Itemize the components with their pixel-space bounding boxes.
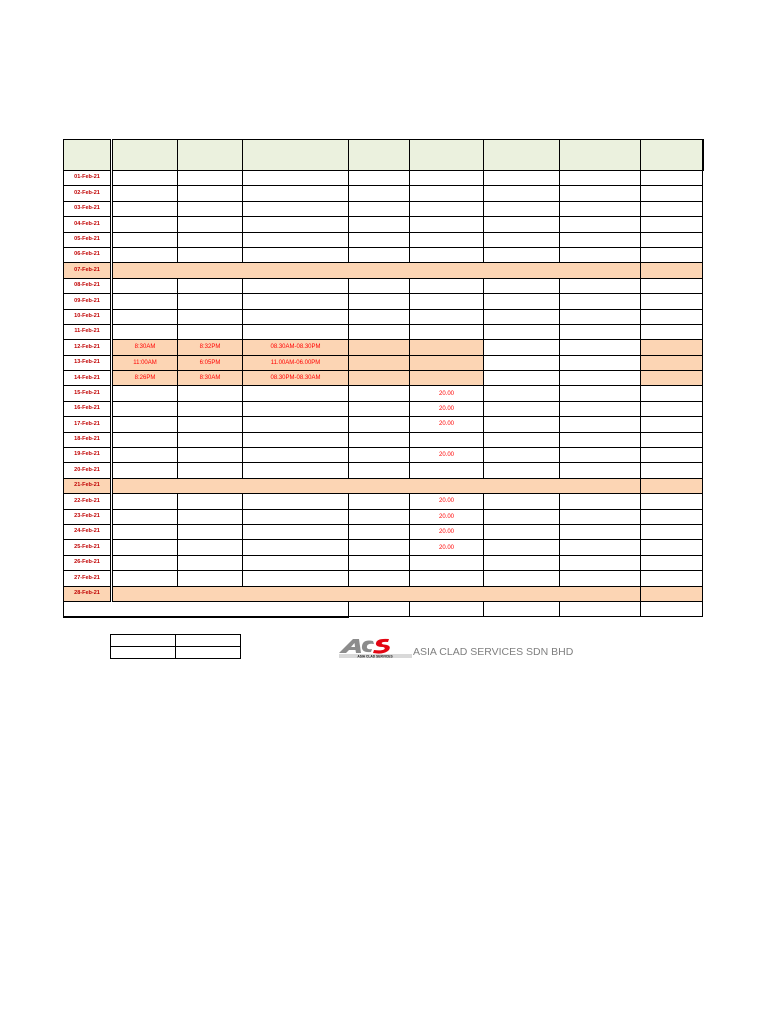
value-cell [484, 186, 560, 201]
value-cell [112, 494, 178, 509]
value-cell [243, 294, 349, 309]
value-cell [560, 340, 641, 355]
value-cell [349, 324, 410, 339]
table-row [64, 309, 703, 324]
value-cell [410, 232, 484, 247]
value-cell [484, 509, 560, 524]
value-cell: 08.30AM-08.30PM [243, 340, 349, 355]
value-cell [243, 278, 349, 293]
value-cell [243, 401, 349, 416]
value-cell [484, 201, 560, 216]
value-cell [641, 171, 703, 186]
value-cell [641, 494, 703, 509]
table-row [64, 278, 703, 293]
value-cell [560, 324, 641, 339]
value-cell [349, 186, 410, 201]
value-cell [641, 340, 703, 355]
value-cell [484, 340, 560, 355]
date-cell: 15-Feb-21 [64, 386, 112, 401]
value-cell [484, 386, 560, 401]
value-cell [410, 247, 484, 262]
value-cell [484, 324, 560, 339]
value-cell [243, 524, 349, 539]
value-cell [178, 171, 243, 186]
value-cell [641, 232, 703, 247]
date-cell: 07-Feb-21 [64, 263, 112, 278]
value-cell [243, 247, 349, 262]
value-cell [641, 324, 703, 339]
value-cell [349, 401, 410, 416]
header-cell [349, 140, 410, 171]
value-cell [560, 201, 641, 216]
table-row [64, 340, 703, 355]
value-cell [484, 524, 560, 539]
value-cell [641, 186, 703, 201]
date-cell: 02-Feb-21 [64, 186, 112, 201]
total-cell [410, 601, 484, 617]
table-row [64, 355, 703, 370]
table-row [64, 540, 703, 555]
value-cell [112, 309, 178, 324]
value-cell [349, 201, 410, 216]
table-row [64, 463, 703, 478]
value-cell [560, 309, 641, 324]
value-cell: 8:30AM [178, 371, 243, 386]
value-cell [178, 448, 243, 463]
date-cell: 16-Feb-21 [64, 401, 112, 416]
value-cell [560, 417, 641, 432]
table-row [64, 171, 703, 186]
value-cell [560, 555, 641, 570]
date-cell: 09-Feb-21 [64, 294, 112, 309]
value-cell [410, 294, 484, 309]
date-cell: 08-Feb-21 [64, 278, 112, 293]
value-cell [243, 555, 349, 570]
value-cell: 20.00 [410, 509, 484, 524]
value-cell [641, 463, 703, 478]
total-cell [484, 601, 560, 617]
value-cell: 20.00 [410, 386, 484, 401]
off-day-cell [112, 586, 641, 601]
company-name: ASIA CLAD SERVICES SDN BHD [413, 646, 574, 658]
date-cell: 14-Feb-21 [64, 371, 112, 386]
value-cell [410, 555, 484, 570]
value-cell [641, 201, 703, 216]
date-cell: 04-Feb-21 [64, 217, 112, 232]
value-cell [560, 401, 641, 416]
value-cell: 20.00 [410, 448, 484, 463]
value-cell [349, 494, 410, 509]
value-cell [641, 509, 703, 524]
value-cell [178, 540, 243, 555]
value-cell [178, 278, 243, 293]
value-cell [178, 432, 243, 447]
value-cell [349, 217, 410, 232]
value-cell [641, 386, 703, 401]
value-cell [349, 355, 410, 370]
total-cell [641, 601, 703, 617]
date-cell: 12-Feb-21 [64, 340, 112, 355]
value-cell [560, 432, 641, 447]
table-row [64, 586, 703, 601]
value-cell [484, 309, 560, 324]
value-cell [560, 217, 641, 232]
value-cell [349, 432, 410, 447]
date-cell: 22-Feb-21 [64, 494, 112, 509]
value-cell [112, 540, 178, 555]
date-cell: 23-Feb-21 [64, 509, 112, 524]
value-cell [243, 509, 349, 524]
value-cell [484, 432, 560, 447]
value-cell [178, 217, 243, 232]
value-cell [178, 524, 243, 539]
value-cell [243, 324, 349, 339]
value-cell [560, 171, 641, 186]
value-cell [410, 355, 484, 370]
value-cell [484, 232, 560, 247]
value-cell [112, 417, 178, 432]
value-cell [112, 509, 178, 524]
value-cell: 8:30AM [112, 340, 178, 355]
value-cell [410, 278, 484, 293]
value-cell [641, 524, 703, 539]
total-cell [349, 601, 410, 617]
header-row [64, 140, 703, 171]
signature-cell [176, 647, 241, 659]
value-cell [112, 294, 178, 309]
date-cell: 11-Feb-21 [64, 324, 112, 339]
value-cell [560, 386, 641, 401]
value-cell [112, 555, 178, 570]
value-cell [484, 417, 560, 432]
value-cell [641, 540, 703, 555]
value-cell: 20.00 [410, 494, 484, 509]
date-cell: 18-Feb-21 [64, 432, 112, 447]
value-cell [560, 524, 641, 539]
value-cell [560, 186, 641, 201]
table-row [64, 232, 703, 247]
value-cell [484, 571, 560, 586]
value-cell [560, 371, 641, 386]
date-cell: 10-Feb-21 [64, 309, 112, 324]
value-cell [484, 355, 560, 370]
date-cell: 28-Feb-21 [64, 586, 112, 601]
value-cell [560, 247, 641, 262]
value-cell: 20.00 [410, 540, 484, 555]
value-cell [243, 494, 349, 509]
value-cell [349, 171, 410, 186]
value-cell: 6:05PM [178, 355, 243, 370]
value-cell [243, 463, 349, 478]
value-cell [178, 494, 243, 509]
value-cell [410, 217, 484, 232]
value-cell [349, 386, 410, 401]
value-cell [112, 232, 178, 247]
value-cell [178, 232, 243, 247]
value-cell [484, 463, 560, 478]
total-label-cell [64, 601, 349, 617]
value-cell [484, 247, 560, 262]
value-cell [178, 201, 243, 216]
value-cell [410, 324, 484, 339]
value-cell [243, 201, 349, 216]
table-row [64, 555, 703, 570]
table-row [64, 494, 703, 509]
value-cell [641, 278, 703, 293]
value-cell: 11.00AM-06.00PM [243, 355, 349, 370]
date-cell: 05-Feb-21 [64, 232, 112, 247]
value-cell [560, 232, 641, 247]
table-row [64, 247, 703, 262]
value-cell [349, 555, 410, 570]
value-cell: 8:26PM [112, 371, 178, 386]
value-cell: 08.30PM-08.30AM [243, 371, 349, 386]
header-cell [560, 140, 641, 171]
date-cell: 26-Feb-21 [64, 555, 112, 570]
date-cell: 27-Feb-21 [64, 571, 112, 586]
value-cell [112, 448, 178, 463]
value-cell [178, 186, 243, 201]
value-cell [112, 186, 178, 201]
value-cell [641, 555, 703, 570]
value-cell [410, 201, 484, 216]
off-day-cell [112, 263, 641, 278]
total-row [64, 601, 703, 617]
value-cell [560, 463, 641, 478]
value-cell: 20.00 [410, 524, 484, 539]
value-cell [112, 571, 178, 586]
value-cell [178, 463, 243, 478]
table-row [64, 294, 703, 309]
table-row [64, 509, 703, 524]
value-cell [349, 340, 410, 355]
value-cell [243, 309, 349, 324]
value-cell [243, 186, 349, 201]
table-row [64, 432, 703, 447]
header-cell [641, 140, 703, 171]
value-cell: 11:00AM [112, 355, 178, 370]
value-cell [484, 494, 560, 509]
value-cell [484, 278, 560, 293]
value-cell [243, 571, 349, 586]
value-cell [112, 171, 178, 186]
date-cell: 19-Feb-21 [64, 448, 112, 463]
value-cell [349, 294, 410, 309]
table-row [64, 386, 703, 401]
header-cell [64, 140, 112, 171]
off-day-end-cell [641, 478, 703, 493]
table-row [64, 401, 703, 416]
value-cell [410, 171, 484, 186]
value-cell [243, 171, 349, 186]
value-cell [349, 448, 410, 463]
value-cell [243, 540, 349, 555]
table-row [64, 186, 703, 201]
value-cell [410, 186, 484, 201]
table-row [64, 478, 703, 493]
value-cell [560, 494, 641, 509]
value-cell [484, 448, 560, 463]
table-row [64, 571, 703, 586]
value-cell [178, 247, 243, 262]
value-cell [560, 540, 641, 555]
attendance-table [63, 139, 704, 618]
total-cell [560, 601, 641, 617]
value-cell [410, 571, 484, 586]
value-cell [410, 371, 484, 386]
value-cell [178, 401, 243, 416]
logo-tagline: ASIA CLAD SERVICES [357, 654, 393, 659]
value-cell [484, 401, 560, 416]
value-cell [178, 417, 243, 432]
table-row [64, 263, 703, 278]
value-cell [484, 371, 560, 386]
date-cell: 25-Feb-21 [64, 540, 112, 555]
date-cell: 17-Feb-21 [64, 417, 112, 432]
value-cell [484, 171, 560, 186]
value-cell [641, 432, 703, 447]
off-day-end-cell [641, 586, 703, 601]
value-cell [641, 371, 703, 386]
value-cell [349, 571, 410, 586]
header-cell [178, 140, 243, 171]
value-cell: 20.00 [410, 417, 484, 432]
signature-cell [111, 647, 176, 659]
value-cell [112, 247, 178, 262]
value-cell [112, 524, 178, 539]
value-cell [641, 294, 703, 309]
value-cell [484, 294, 560, 309]
value-cell [560, 448, 641, 463]
date-cell: 01-Feb-21 [64, 171, 112, 186]
value-cell [641, 217, 703, 232]
table-row [64, 448, 703, 463]
value-cell [484, 217, 560, 232]
value-cell [641, 448, 703, 463]
value-cell [112, 463, 178, 478]
value-cell [349, 371, 410, 386]
value-cell [243, 217, 349, 232]
value-cell [641, 247, 703, 262]
value-cell [349, 247, 410, 262]
signature-cell [111, 635, 176, 647]
value-cell [349, 278, 410, 293]
table-row [64, 324, 703, 339]
date-cell: 03-Feb-21 [64, 201, 112, 216]
signature-cell [176, 635, 241, 647]
value-cell [560, 509, 641, 524]
header-cell [243, 140, 349, 171]
value-cell [112, 201, 178, 216]
value-cell [112, 278, 178, 293]
value-cell [112, 217, 178, 232]
date-cell: 06-Feb-21 [64, 247, 112, 262]
table-row [64, 524, 703, 539]
value-cell [641, 571, 703, 586]
value-cell [560, 278, 641, 293]
value-cell [178, 324, 243, 339]
signature-box [110, 634, 241, 659]
value-cell [410, 432, 484, 447]
table-row [64, 217, 703, 232]
value-cell [243, 417, 349, 432]
value-cell [243, 432, 349, 447]
value-cell [243, 232, 349, 247]
value-cell: 8:32PM [178, 340, 243, 355]
value-cell [112, 386, 178, 401]
value-cell [410, 463, 484, 478]
value-cell [349, 232, 410, 247]
value-cell [410, 340, 484, 355]
value-cell [112, 401, 178, 416]
table-row [64, 417, 703, 432]
date-cell: 24-Feb-21 [64, 524, 112, 539]
value-cell [112, 324, 178, 339]
value-cell [112, 432, 178, 447]
value-cell [178, 555, 243, 570]
value-cell [560, 294, 641, 309]
value-cell [641, 417, 703, 432]
value-cell [243, 448, 349, 463]
value-cell [641, 309, 703, 324]
value-cell [641, 355, 703, 370]
table-row [64, 201, 703, 216]
value-cell [349, 417, 410, 432]
date-cell: 21-Feb-21 [64, 478, 112, 493]
value-cell [349, 309, 410, 324]
off-day-cell [112, 478, 641, 493]
date-cell: 20-Feb-21 [64, 463, 112, 478]
value-cell [349, 524, 410, 539]
off-day-end-cell [641, 263, 703, 278]
value-cell [410, 309, 484, 324]
value-cell [178, 571, 243, 586]
value-cell [349, 509, 410, 524]
table-row [64, 371, 703, 386]
value-cell [349, 463, 410, 478]
value-cell [178, 309, 243, 324]
header-cell [410, 140, 484, 171]
company-logo [337, 634, 415, 660]
value-cell [178, 509, 243, 524]
value-cell [178, 294, 243, 309]
value-cell [178, 386, 243, 401]
header-cell [112, 140, 178, 171]
value-cell [484, 540, 560, 555]
header-cell [484, 140, 560, 171]
value-cell [243, 386, 349, 401]
value-cell [560, 571, 641, 586]
value-cell [484, 555, 560, 570]
value-cell [641, 401, 703, 416]
value-cell [349, 540, 410, 555]
value-cell [560, 355, 641, 370]
date-cell: 13-Feb-21 [64, 355, 112, 370]
value-cell: 20.00 [410, 401, 484, 416]
